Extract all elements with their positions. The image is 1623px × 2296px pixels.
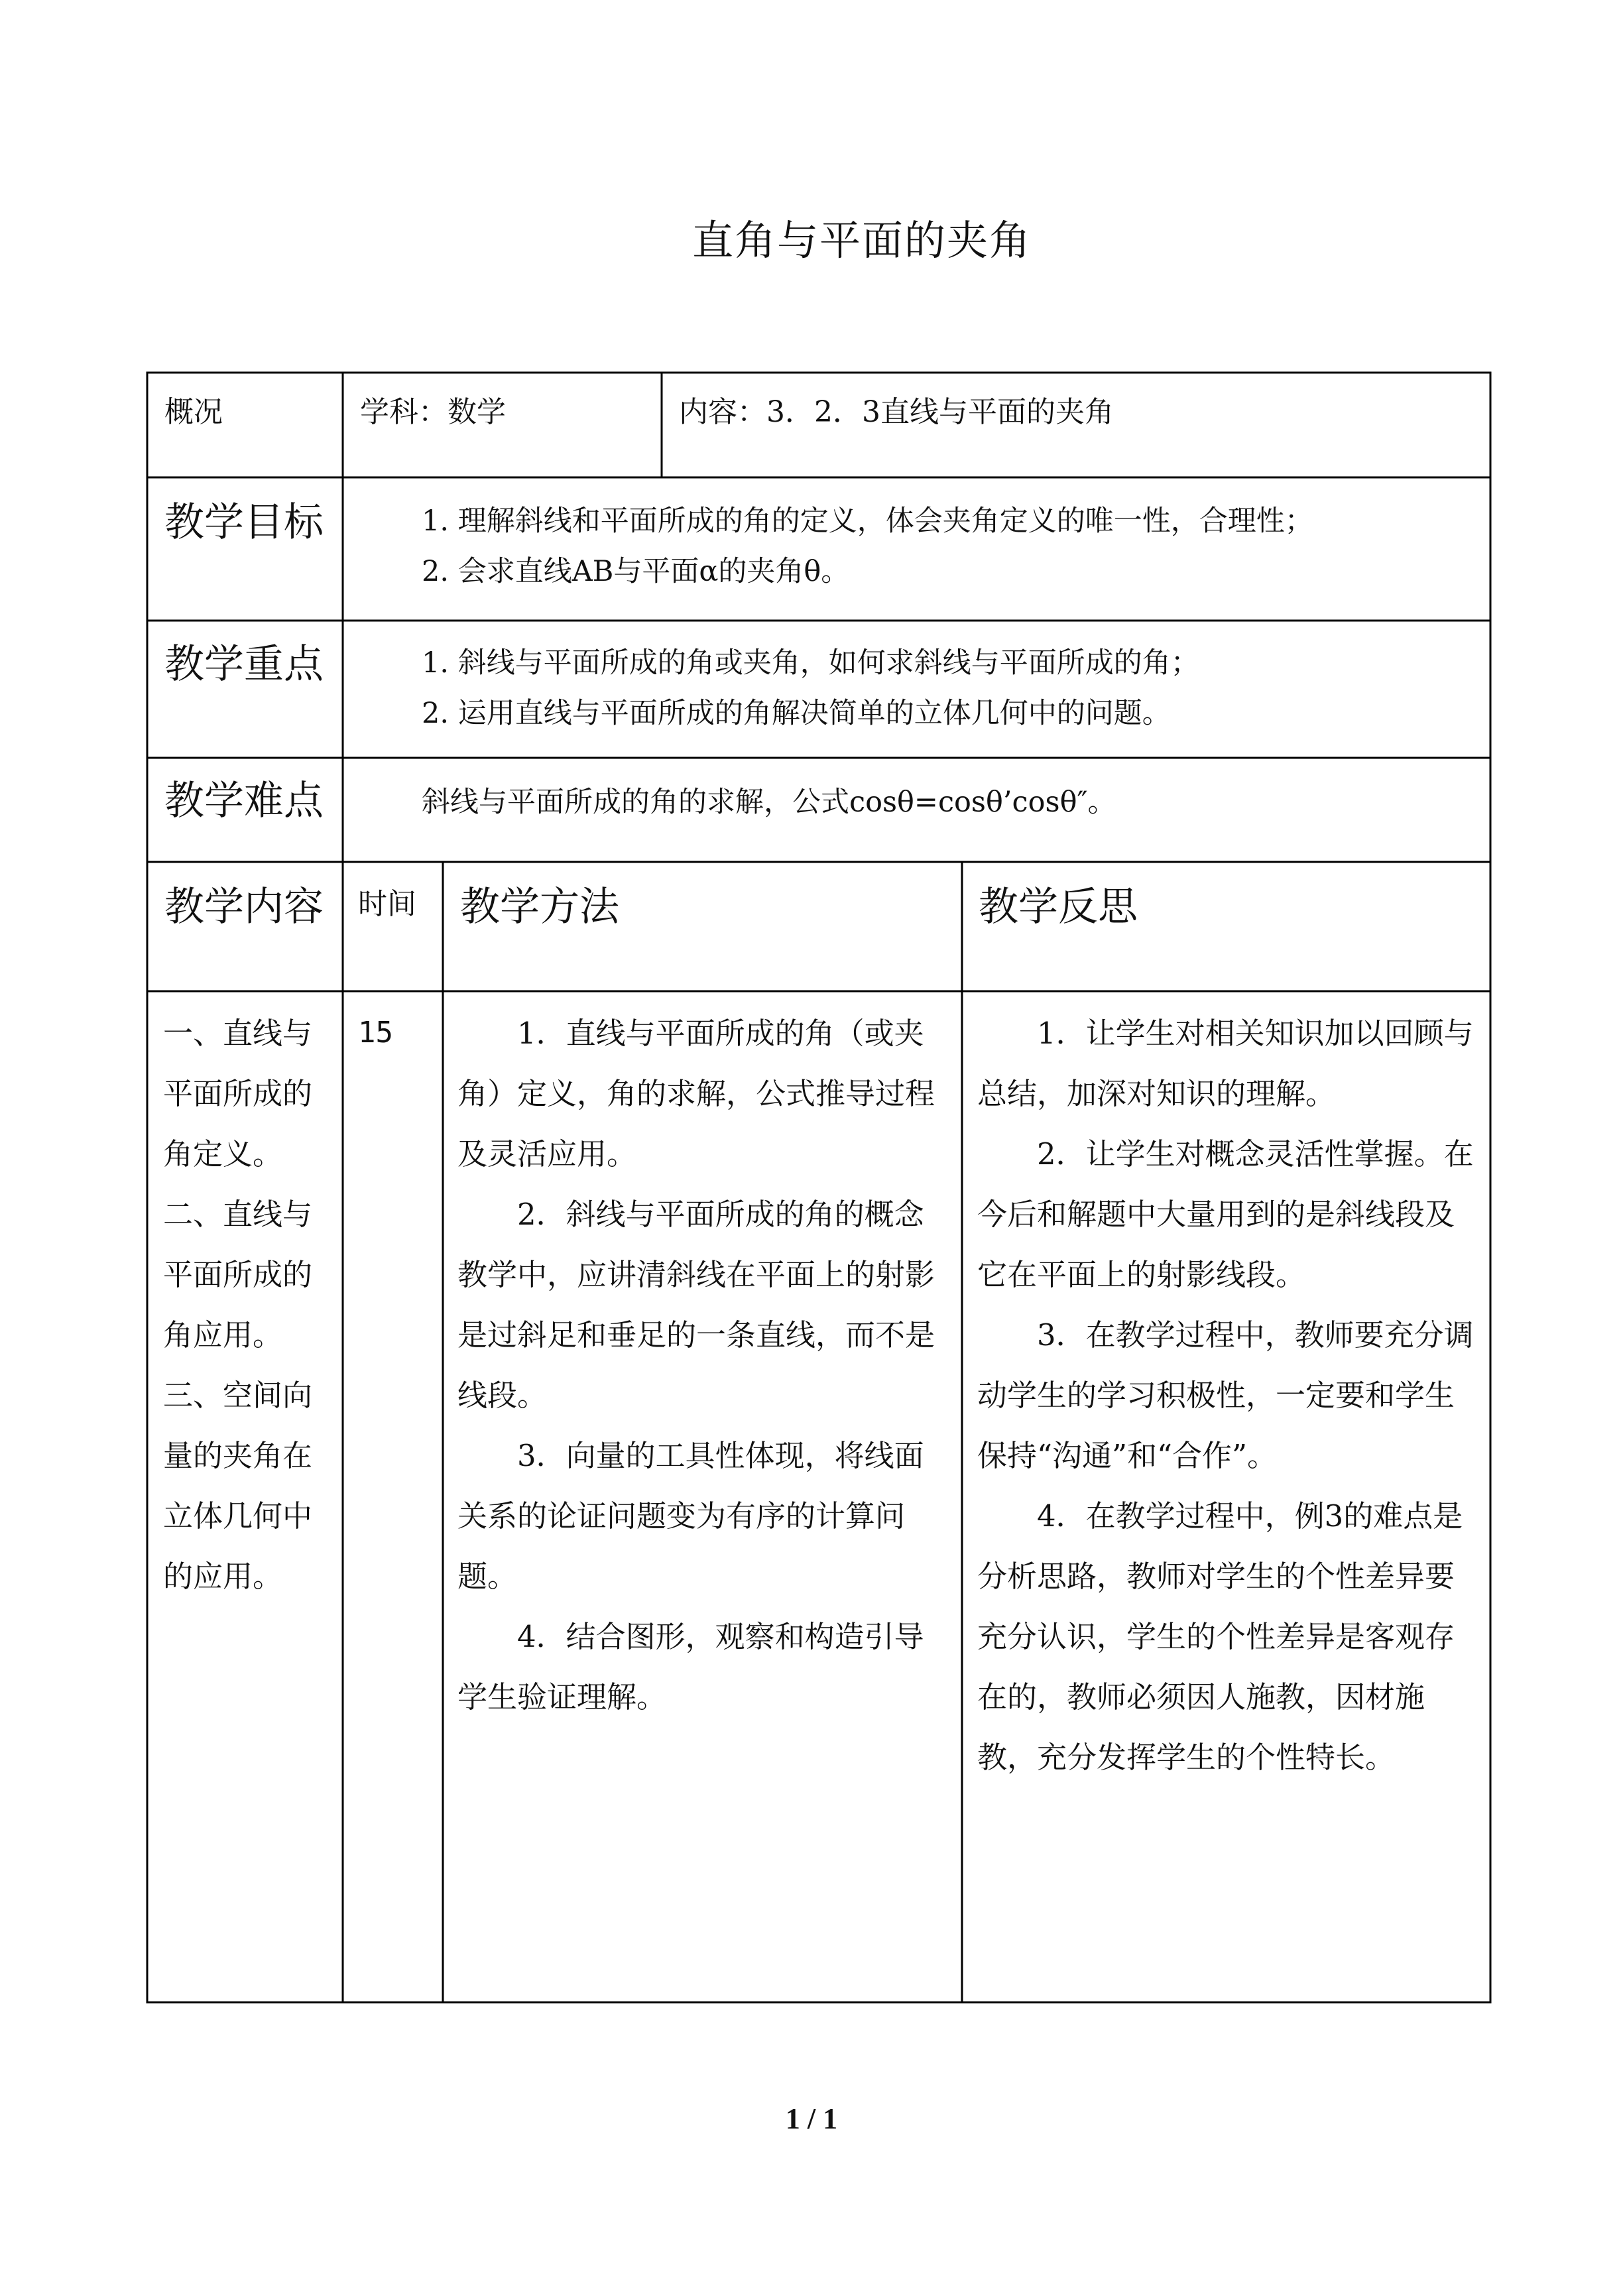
overview-content: 内容：3．2．3直线与平面的夹角 xyxy=(679,395,1114,429)
method-item: 3．向量的工具性体现，将线面关系的论证问题变为有序的计算问题。 xyxy=(457,1438,924,1594)
objective-item: 1. 理解斜线和平面所成的角的定义，体会夹角定义的唯一性，合理性； xyxy=(422,505,1313,538)
objective-item: 2. 会求直线AB与平面α的夹角θ。 xyxy=(422,555,850,588)
overview-label: 概况 xyxy=(164,395,223,429)
method-item: 2．斜线与平面所成的角的概念教学中，应讲清斜线在平面上的射影是过斜足和垂足的一条直线，而不是线段。 xyxy=(457,1197,935,1413)
body-content: 一、直线与平面所成的角定义。二、直线与平面所成的角应用。三、空间向量的夹角在立体几何中的应用。 xyxy=(163,1016,313,1594)
header-time: 时间 xyxy=(358,887,416,921)
header-reflection: 教学反思 xyxy=(979,884,1138,930)
header-content: 教学内容 xyxy=(164,884,324,930)
page-number: 1 / 1 xyxy=(785,2102,838,2135)
objectives-label: 教学目标 xyxy=(164,499,324,546)
header-method: 教学方法 xyxy=(460,884,619,930)
reflection-item: 4．在教学过程中，例3的难点是分析思路，教师对学生的个性差异要充分认识，学生的个性差异是客观存在的，教师必须因人施教，因材施教，充分发挥学生的个性特长。 xyxy=(977,1498,1463,1775)
difficulties-label: 教学难点 xyxy=(164,778,324,824)
method-item: 4．结合图形，观察和构造引导学生验证理解。 xyxy=(457,1619,924,1715)
reflection-item: 2．让学生对概念灵活性掌握。在今后和解题中大量用到的是斜线段及它在平面上的射影线段。 xyxy=(977,1136,1474,1292)
key-points-list xyxy=(422,638,1482,739)
reflections-list xyxy=(977,1003,1482,1787)
reflection-item: 3．在教学过程中，教师要充分调动学生的学习积极性，一定要和学生保持“沟通”和“合作”。 xyxy=(977,1317,1474,1473)
difficulties-text: 斜线与平面所成的角的求解，公式cosθ=cosθ’cosθ″。 xyxy=(422,786,1116,819)
method-item: 1．直线与平面所成的角（或夹角）定义，角的求解，公式推导过程及灵活应用。 xyxy=(457,1016,935,1172)
body-time: 15 xyxy=(358,1016,393,1050)
methods-list xyxy=(457,1003,953,1727)
objectives-list xyxy=(422,496,1482,597)
key-point-item: 2. 运用直线与平面所成的角解决简单的立体几何中的问题。 xyxy=(422,697,1171,730)
document-title: 直角与平面的夹角 xyxy=(691,216,1032,265)
key-point-item: 1. 斜线与平面所成的角或夹角，如何求斜线与平面所成的角； xyxy=(422,646,1199,680)
key-points-label: 教学重点 xyxy=(164,641,324,688)
reflection-item: 1．让学生对相关知识加以回顾与总结，加深对知识的理解。 xyxy=(977,1016,1474,1111)
overview-subject: 学科：数学 xyxy=(360,395,506,429)
